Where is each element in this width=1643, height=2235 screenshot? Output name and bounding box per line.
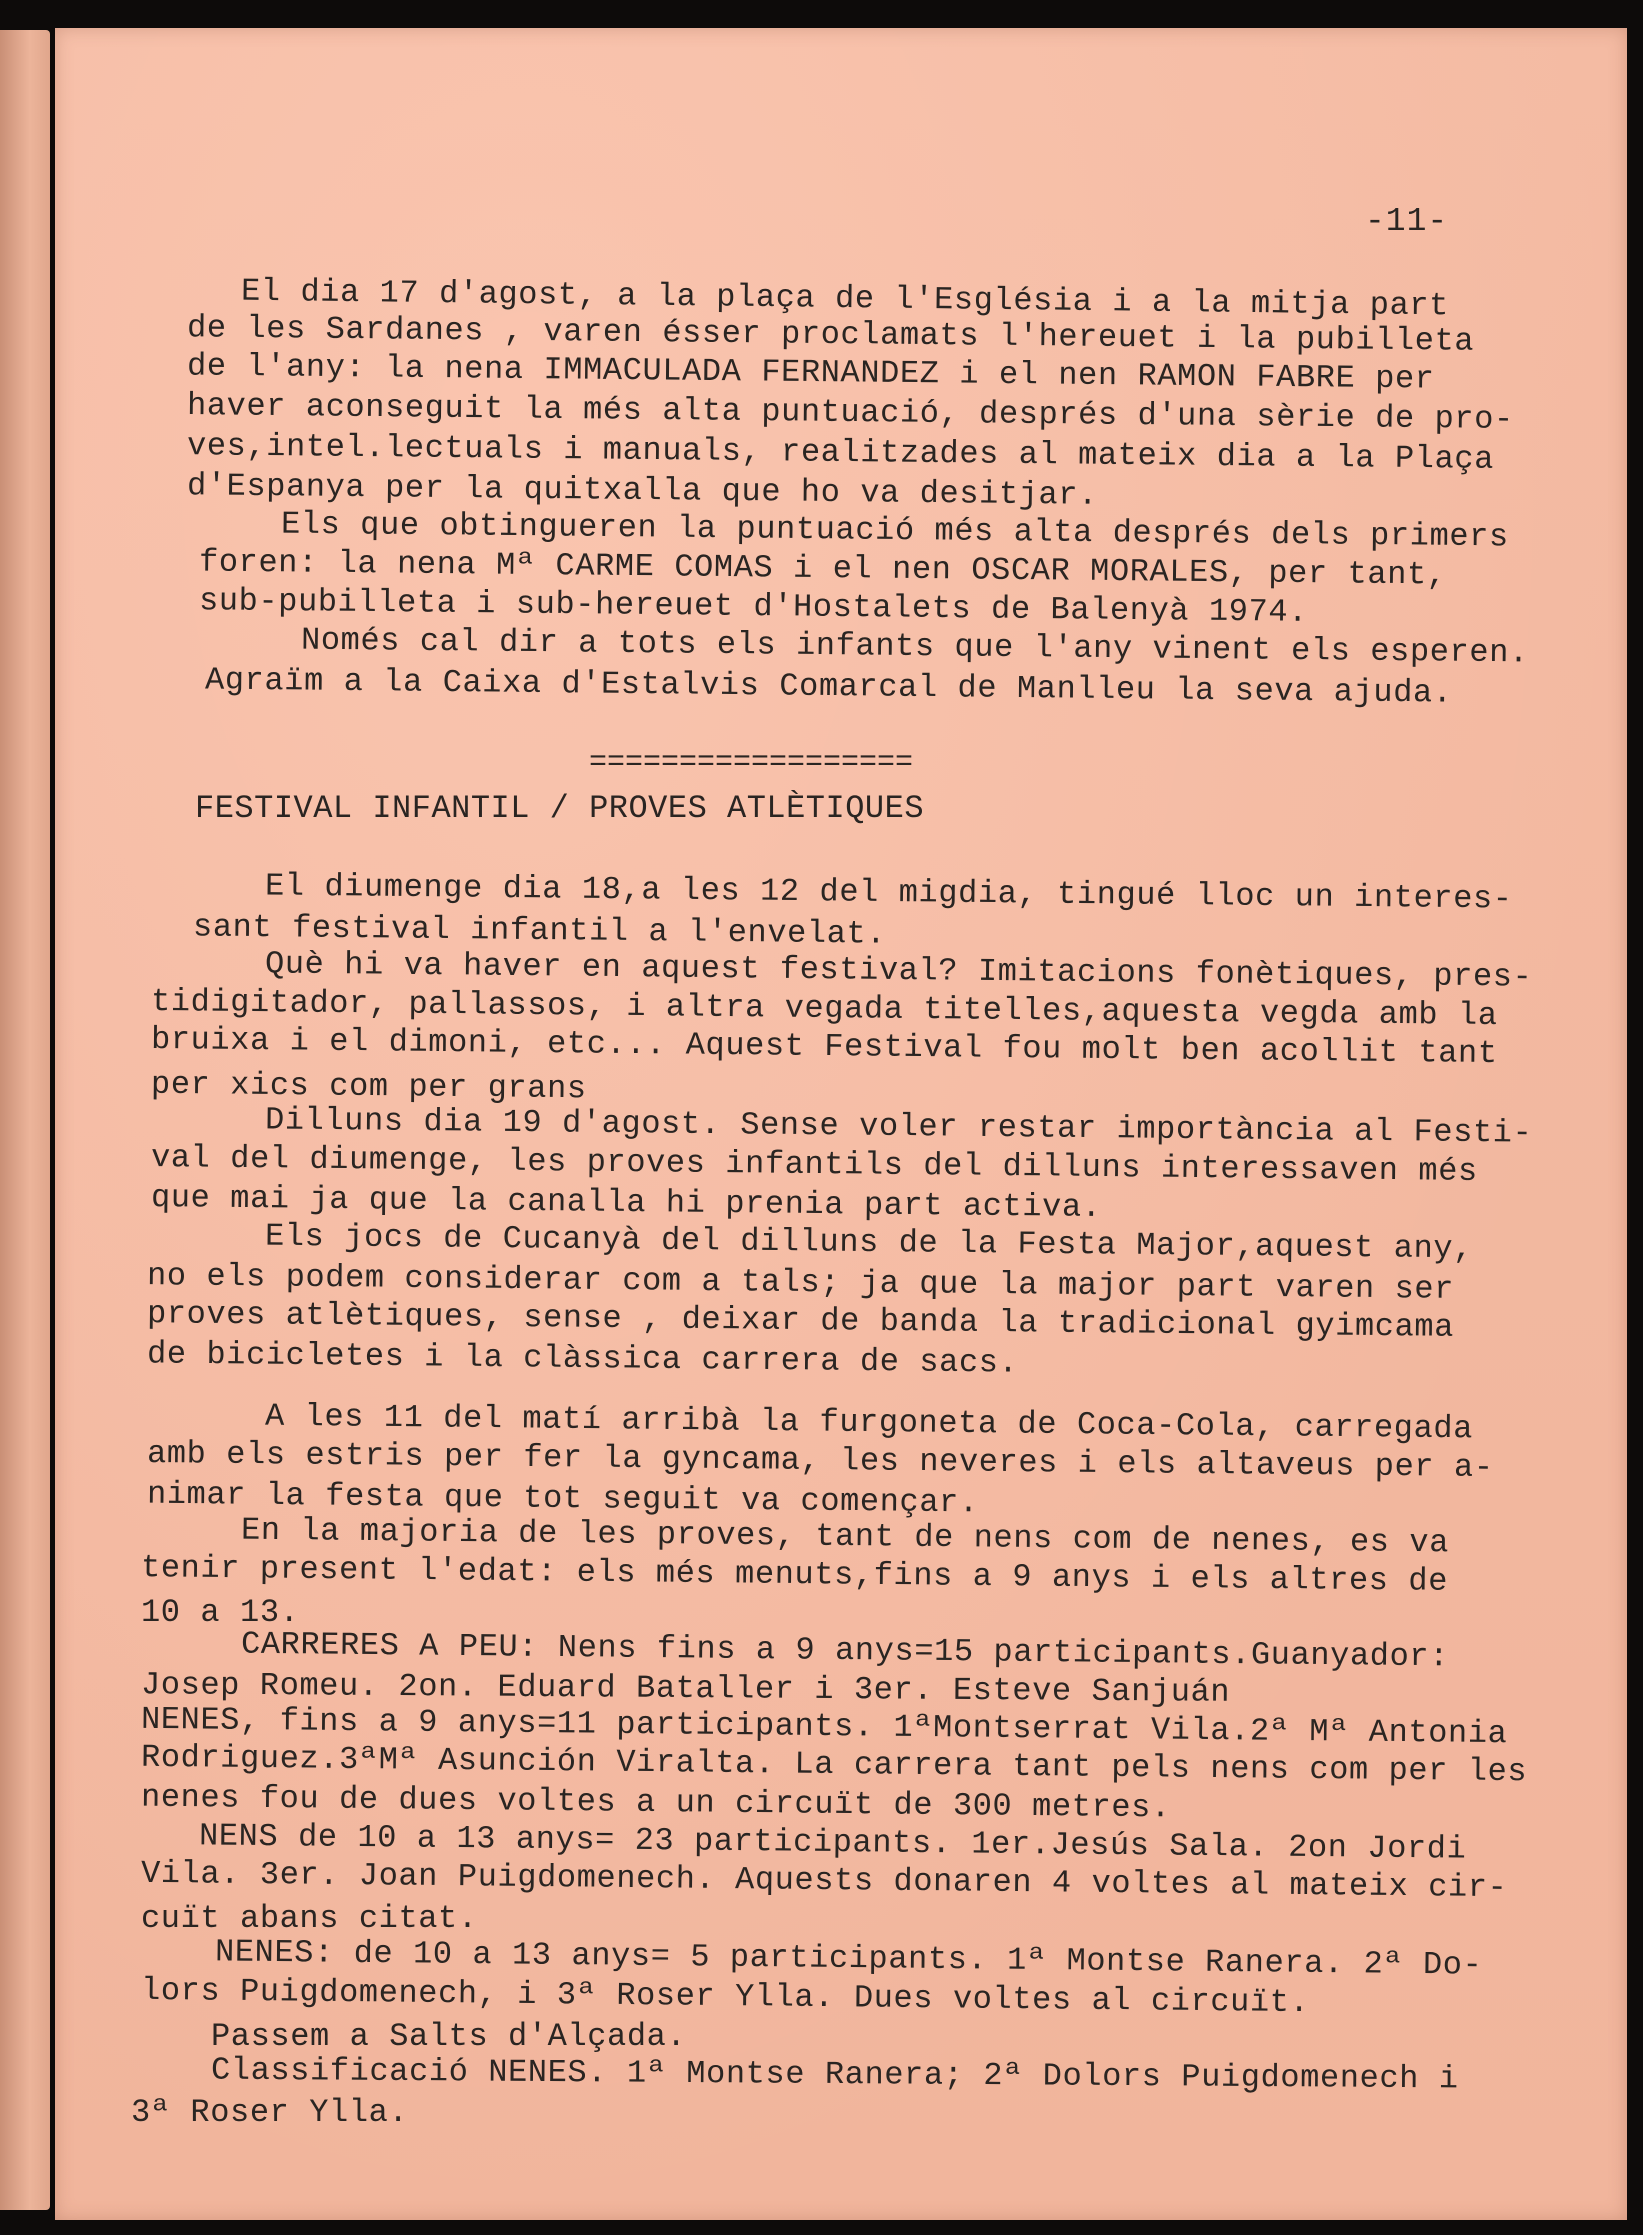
text-line: nenes fou de dues voltes a un circuït de 300 metres. [140,1778,1171,1827]
text-line: Els jocs de Cucanyà del dilluns de la Festa Major,aquest any, [264,1217,1474,1268]
text-line: tidigitador, pallassos, i altra vegada titelles,aquesta vegda amb la [150,982,1498,1035]
text-line: CARRERES A PEU: Nens fins a 9 anys=15 participants.Guanyador: [240,1625,1450,1676]
text-line: NENES, fins a 9 anys=11 participants. 1ªMontserrat Vila.2ª Mª Antonia [140,1700,1508,1753]
text-line: proves atlètiques, sense , deixar de banda la tradicional gyimcama [146,1295,1455,1346]
text-line: A les 11 del matí arribà la furgoneta de Coca-Cola, carregada [264,1397,1474,1448]
text-line: nimar la festa que tot seguit va començar. [146,1475,979,1522]
text-line: ves,intel.lectuals i manuals, realitzades al mateix dia a la Plaça [186,427,1495,478]
text-line: Josep Romeu. 2on. Eduard Bataller i 3er. Esteve Sanjuán [140,1666,1231,1711]
text-line: Què hi va haver en aquest festival? Imitacions fonètiques, pres- [264,945,1533,996]
text-line: Classificació NENES. 1ª Montse Ranera; 2ª Dolors Puigdomenech i [210,2051,1459,2098]
text-line: lors Puigdomenech, i 3ª Roser Ylla. Dues voltes al circuït. [140,1971,1310,2022]
text-line: En la majoria de les proves, tant de nens com de nenes, es va [240,1511,1450,1562]
text-line: Passem a Salts d'Alçada. [211,2018,687,2055]
text-line: Dilluns dia 19 d'agost. Sense voler restar importància al Festi- [264,1101,1533,1152]
text-line: no els podem considerar com a tals; ja que la major part varen ser [146,1257,1455,1308]
section-heading: FESTIVAL INFANTIL / PROVES ATLÈTIQUES [195,790,925,827]
text-line: 10 a 13. [141,1594,300,1631]
text-line: que mai ja que la canalla hi prenia part activa. [150,1179,1102,1226]
page-number: -11- [1365,203,1449,240]
text-line: tenir present l'edat: els més menuts,fins a 9 anys i els altres de [140,1549,1449,1600]
text-line: per xics com per grans [150,1065,587,1108]
document-page [55,28,1627,2220]
text-line: amb els estris per fer la gyncama, les neveres i els altaveus per a- [146,1434,1494,1487]
text-line: 3ª Roser Ylla. [131,2094,409,2131]
previous-page-edge [0,30,50,2210]
text-line: Vila. 3er. Joan Puigdomenech. Aquests donaren 4 voltes al mateix cir- [140,1854,1508,1907]
text-line: NENES: de 10 a 13 anys= 5 participants. 1ª Montse Ranera. 2ª Do- [214,1933,1483,1984]
separator-line: ================== [589,746,914,780]
text-line: de l'any: la nena IMMACULADA FERNANDEZ i el nen RAMON FABRE per [186,347,1435,398]
text-line: bruixa i el dimoni, etc... Aquest Festival fou molt ben acollit tant [150,1020,1498,1073]
text-line: val del diumenge, les proves infantils del dilluns interessaven més [150,1139,1478,1190]
text-line: haver aconseguit la més alta puntuació, després d'una sèrie de pro- [186,387,1514,438]
text-line: sant festival infantil a l'envelat. [192,908,887,953]
text-line: Els que obtingueren la puntuació més alta després dels primers [280,505,1509,556]
text-line: foren: la nena Mª CARME COMAS i el nen OSCAR MORALES, per tant, [198,543,1447,594]
text-line: de bicicletes i la clàssica carrera de sacs. [146,1335,1019,1382]
text-line: de les Sardanes , varen ésser proclamats l'hereuet i la pubilleta [186,309,1475,360]
text-line: Agraïm a la Caixa d'Estalvis Comarcal de Manlleu la seva ajuda. [204,661,1453,712]
text-line: d'Espanya per la quitxalla que ho va desitjar. [186,467,1099,514]
text-line: Només cal dir a tots els infants que l'any vinent els esperen. [300,621,1529,672]
text-line: Rodriguez.3ªMª Asunción Viralta. La carrera tant pels nens com per les [140,1738,1528,1791]
text-line: sub-pubilleta i sub-hereuet d'Hostalets de Balenyà 1974. [198,582,1309,631]
text-line: NENS de 10 a 13 anys= 23 participants. 1er.Jesús Sala. 2on Jordi [198,1817,1467,1868]
text-line: El dia 17 d'agost, a la plaça de l'Església i a la mitja part [240,272,1450,325]
text-line: cuït abans citat. [141,1900,478,1937]
text-line: El diumenge dia 18,a les 12 del migdia, tingué lloc un interes- [264,867,1513,918]
